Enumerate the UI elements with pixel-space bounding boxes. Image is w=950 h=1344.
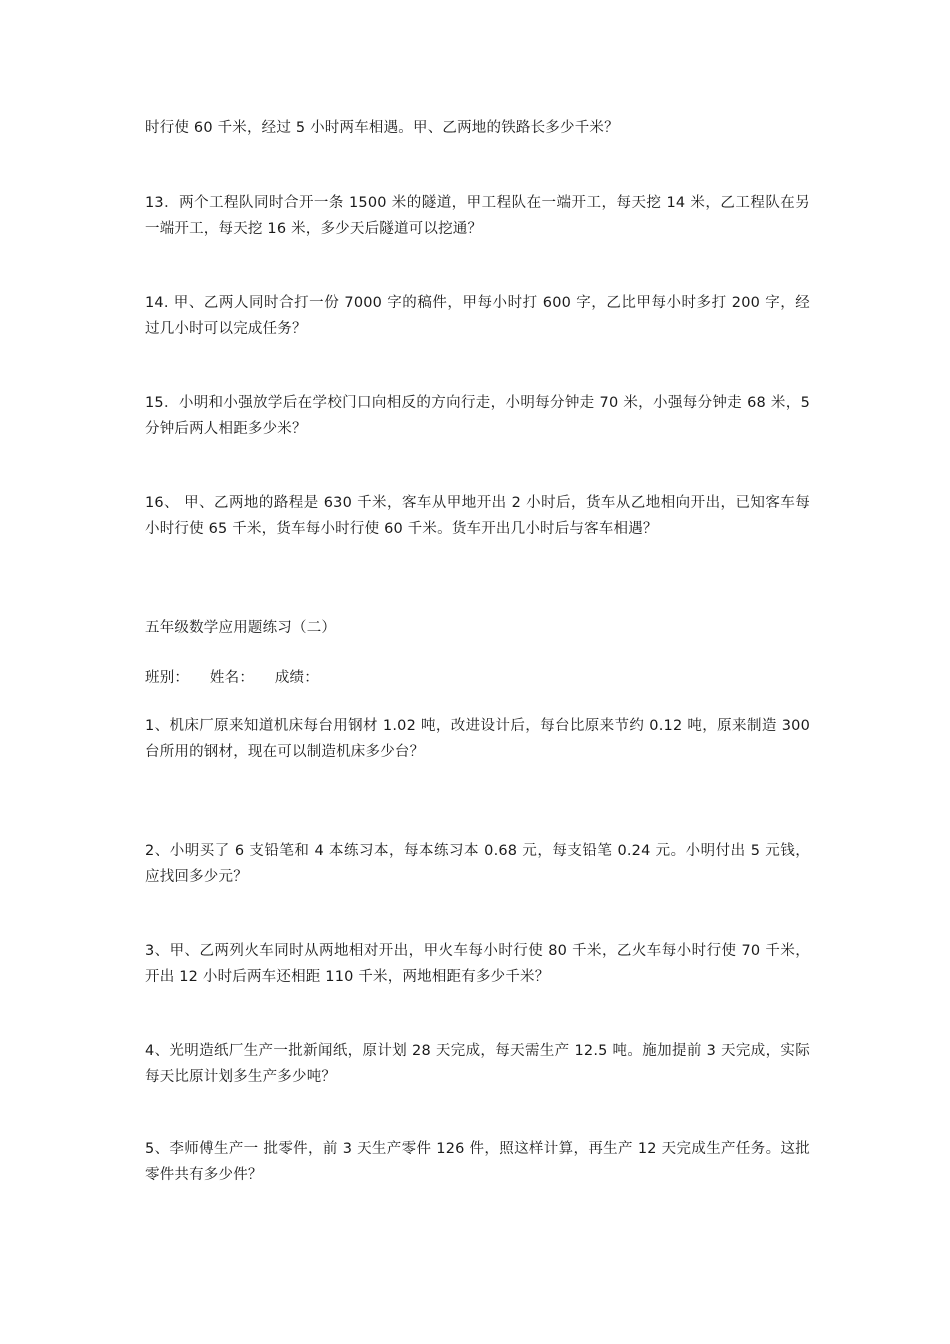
problem-13: 13．两个工程队同时合开一条 1500 米的隧道，甲工程队在一端开工，每天挖 14 米，乙工程队在另一端开工，每天挖 16 米，多少天后隧道可以挖通？ bbox=[145, 195, 810, 237]
problem-12-continuation: 时行使 60 千米，经过 5 小时两车相遇。甲、乙两地的铁路长多少千米？ bbox=[145, 120, 619, 136]
exercise-2: 2、小明买了 6 支铅笔和 4 本练习本，每本练习本 0.68 元，每支铅笔 0.24 元。小明付出 5 元钱，应找回多少元？ bbox=[145, 843, 810, 885]
exercise-5: 5、李师傅生产一 批零件，前 3 天生产零件 126 件，照这样计算，再生产 12 天完成生产任务。这批零件共有多少件？ bbox=[145, 1141, 810, 1183]
exercise-3: 3、甲、乙两列火车同时从两地相对开出，甲火车每小时行使 80 千米，乙火车每小时行使 70 千米，开出 12 小时后两车还相距 110 千米，两地相距有多少千米？ bbox=[145, 943, 810, 985]
score-label: 成绩： bbox=[274, 670, 319, 686]
section-title: 五年级数学应用题练习（二） bbox=[145, 620, 337, 636]
student-info-line bbox=[145, 665, 810, 691]
problem-15: 15．小明和小强放学后在学校门口向相反的方向行走，小明每分钟走 70 米，小强每分钟走 68 米，5 分钟后两人相距多少米？ bbox=[145, 395, 810, 437]
exercise-1: 1、机床厂原来知道机床每台用钢材 1.02 吨，改进设计后，每台比原来节约 0.12 吨，原来制造 300 台所用的钢材，现在可以制造机床多少台？ bbox=[145, 718, 810, 760]
class-label: 班别： bbox=[145, 670, 190, 686]
problem-14: 14. 甲、乙两人同时合打一份 7000 字的稿件，甲每小时打 600 字，乙比甲每小时多打 200 字，经过几小时可以完成任务？ bbox=[145, 295, 810, 337]
problem-16: 16、 甲、乙两地的路程是 630 千米，客车从甲地开出 2 小时后，货车从乙地相向开出，已知客车每小时行使 65 千米，货车每小时行使 60 千米。货车开出几小时后与客车相遇？ bbox=[145, 495, 810, 537]
name-label: 姓名： bbox=[209, 670, 255, 686]
exercise-4: 4、光明造纸厂生产一批新闻纸，原计划 28 天完成，每天需生产 12.5 吨。施加提前 3 天完成，实际每天比原计划多生产多少吨？ bbox=[145, 1043, 810, 1085]
